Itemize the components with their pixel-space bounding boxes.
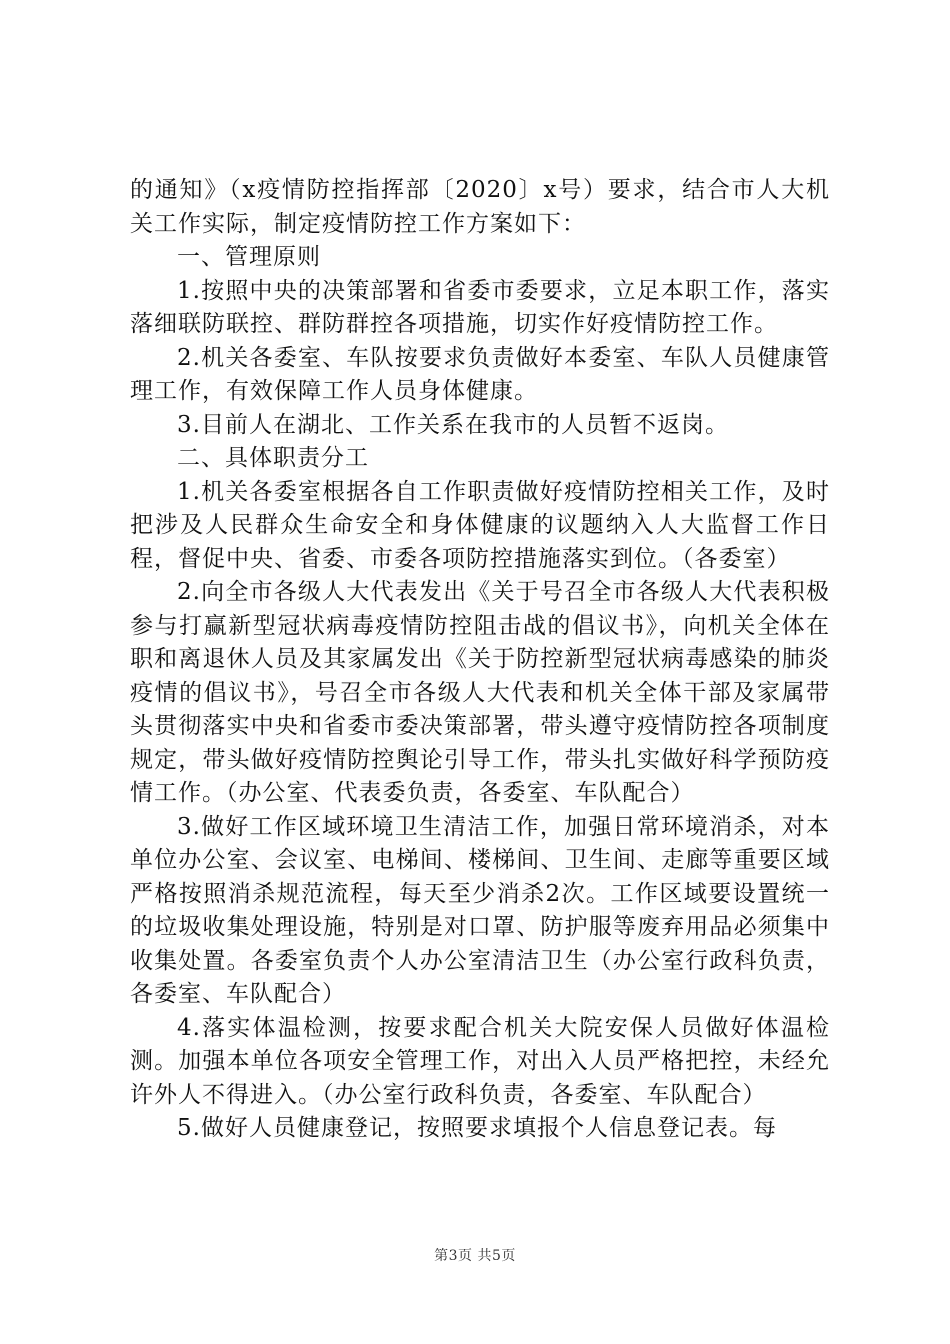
paragraph-duty-1: 1.机关各委室根据各自工作职责做好疫情防控相关工作，及时把涉及人民群众生命安全和身体健康的议题纳入人大监督工作日程，督促中央、省委、市委各项防控措施落实到位。（各委室）	[130, 478, 830, 572]
section-heading-responsibilities: 二、具体职责分工	[177, 445, 369, 471]
paragraph-principle-2: 2.机关各委室、车队按要求负责做好本委室、车队人员健康管理工作，有效保障工作人员身体健康。	[130, 344, 830, 404]
paragraph-duty-5: 5.做好人员健康登记，按照要求填报个人信息登记表。每	[177, 1115, 777, 1141]
document-body	[130, 174, 830, 1146]
paragraph-duty-4: 4.落实体温检测，按要求配合机关大院安保人员做好体温检测。加强本单位各项安全管理工作，对出入人员严格把控，未经允许外人不得进入。（办公室行政科负责，各委室、车队配合）	[130, 1014, 830, 1108]
paragraph-principle-3: 3.目前人在湖北、工作关系在我市的人员暂不返岗。	[177, 411, 729, 438]
paragraph-duty-2: 2.向全市各级人大代表发出《关于号召全市各级人大代表积极参与打赢新型冠状病毒疫情防控阻击战的倡议书》，向机关全体在职和离退休人员及其家属发出《关于防控新型冠状病毒感染的肺炎疫情的倡议书》，号召全市各级人大代表和机关全体干部及家属带头贯彻落实中央和省委市委决策部署，带头遵守疫情防控各项制度规定，带头做好疫情防控舆论引导工作，带头扎实做好科学预防疫情工作。（办公室、代表委负责，各委室、车队配合）	[130, 579, 830, 806]
paragraph-principle-1: 1.按照中央的决策部署和省委市委要求，立足本职工作，落实落细联防联控、群防群控各项措施，切实作好疫情防控工作。	[130, 277, 830, 337]
paragraph-duty-3: 3.做好工作区域环境卫生清洁工作，加强日常环境消杀，对本单位办公室、会议室、电梯间、楼梯间、卫生间、走廊等重要区域严格按照消杀规范流程，每天至少消杀2次。工作区域要设置统一的垃圾收集处理设施，特别是对口罩、防护服等废弃用品必须集中收集处置。各委室负责个人办公室清洁卫生（办公室行政科负责，各委室、车队配合）	[130, 813, 830, 1007]
page-number-footer: 第3页 共5页	[434, 1248, 516, 1264]
section-heading-management-principles: 一、管理原则	[177, 244, 321, 270]
paragraph-1: 的通知》（x疫情防控指挥部〔2020〕x号）要求，结合市人大机关工作实际，制定疫情防控工作方案如下：	[130, 177, 830, 237]
